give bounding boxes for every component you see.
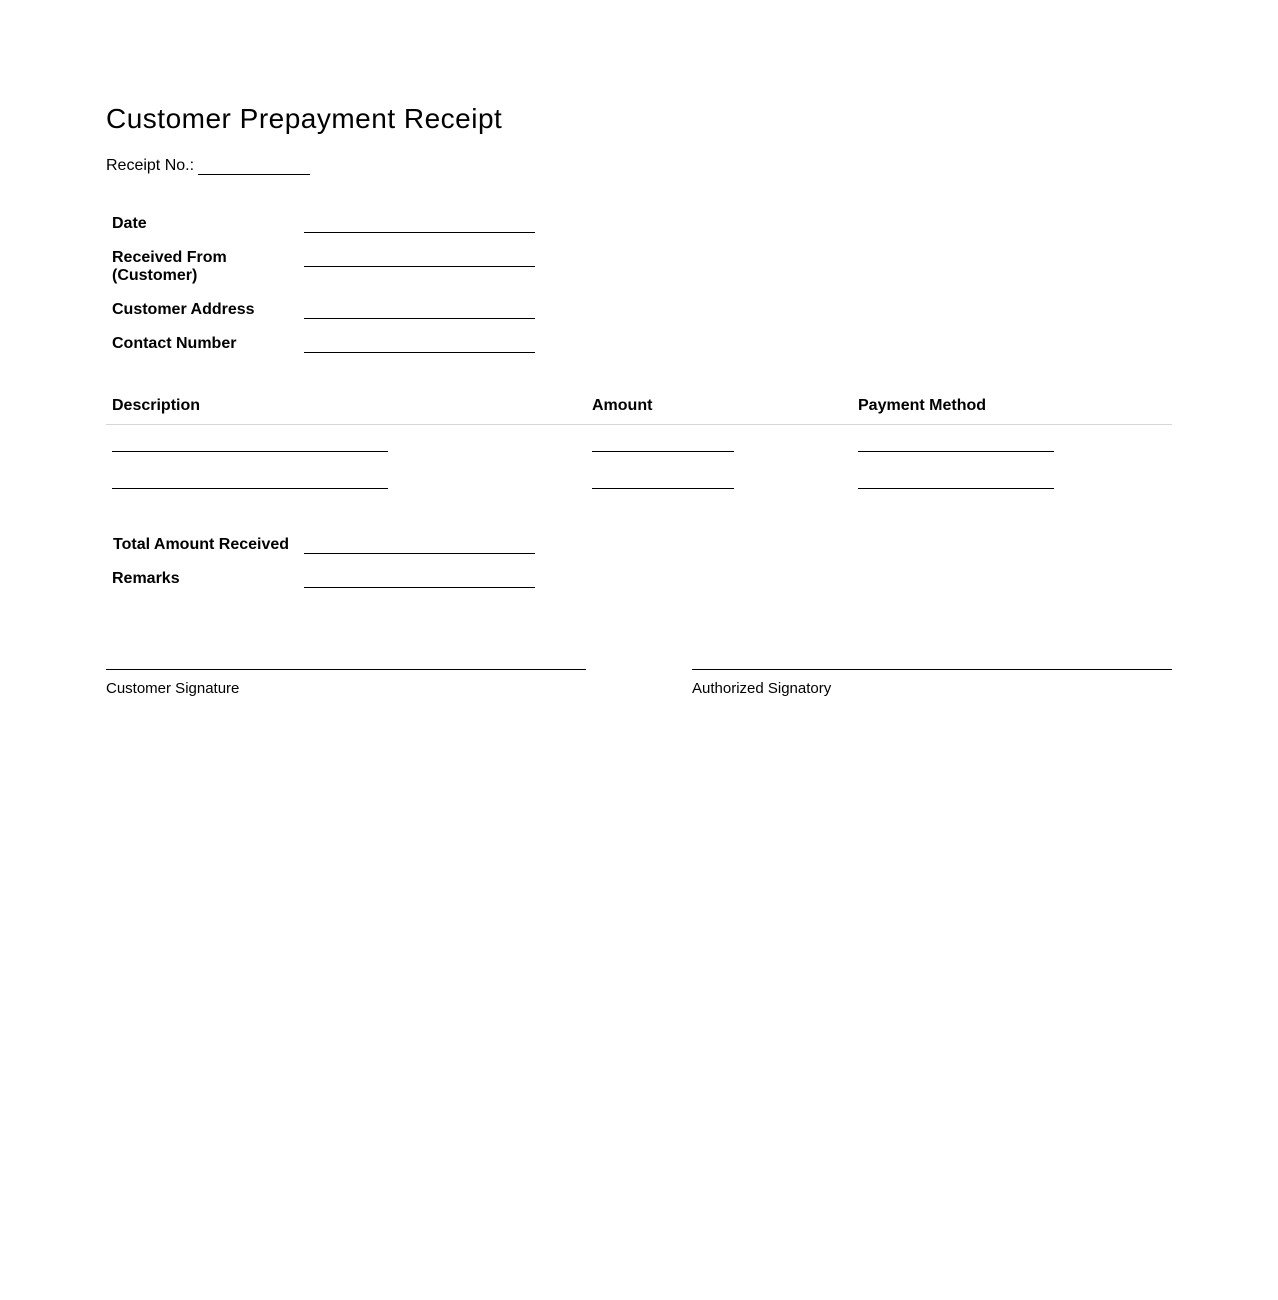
description-column-header: Description <box>112 397 201 414</box>
receipt-number-label: Receipt No.: <box>106 157 195 174</box>
customer-signature-label: Customer Signature <box>106 680 240 697</box>
customer-address-blank[interactable] <box>304 318 535 319</box>
total-amount-blank[interactable] <box>304 553 535 554</box>
row-2-description-blank[interactable] <box>112 488 388 489</box>
row-2-amount-blank[interactable] <box>592 488 734 489</box>
table-header-divider <box>106 424 1172 425</box>
row-1-description-blank[interactable] <box>112 451 388 452</box>
remarks-label: Remarks <box>112 570 180 587</box>
date-label: Date <box>112 215 147 232</box>
receipt-page <box>106 0 1172 1300</box>
payment-method-column-header: Payment Method <box>858 397 987 414</box>
amount-column-header: Amount <box>592 397 653 414</box>
row-1-amount-blank[interactable] <box>592 451 734 452</box>
remarks-blank[interactable] <box>304 587 535 588</box>
row-1-payment-method-blank[interactable] <box>858 451 1054 452</box>
row-2-payment-method-blank[interactable] <box>858 488 1054 489</box>
customer-signature-line[interactable] <box>106 669 586 670</box>
received-from-label: Received From (Customer) <box>112 249 227 284</box>
date-blank[interactable] <box>304 232 535 233</box>
contact-number-blank[interactable] <box>304 352 535 353</box>
total-amount-label: Total Amount Received <box>113 536 290 553</box>
authorized-signatory-label: Authorized Signatory <box>692 680 832 697</box>
customer-address-label: Customer Address <box>112 301 255 318</box>
receipt-number-blank[interactable] <box>198 157 310 175</box>
receipt-number-field <box>106 157 310 175</box>
received-from-blank[interactable] <box>304 266 535 267</box>
authorized-signatory-line[interactable] <box>692 669 1172 670</box>
contact-number-label: Contact Number <box>112 335 237 352</box>
page-title: Customer Prepayment Receipt <box>106 103 503 134</box>
